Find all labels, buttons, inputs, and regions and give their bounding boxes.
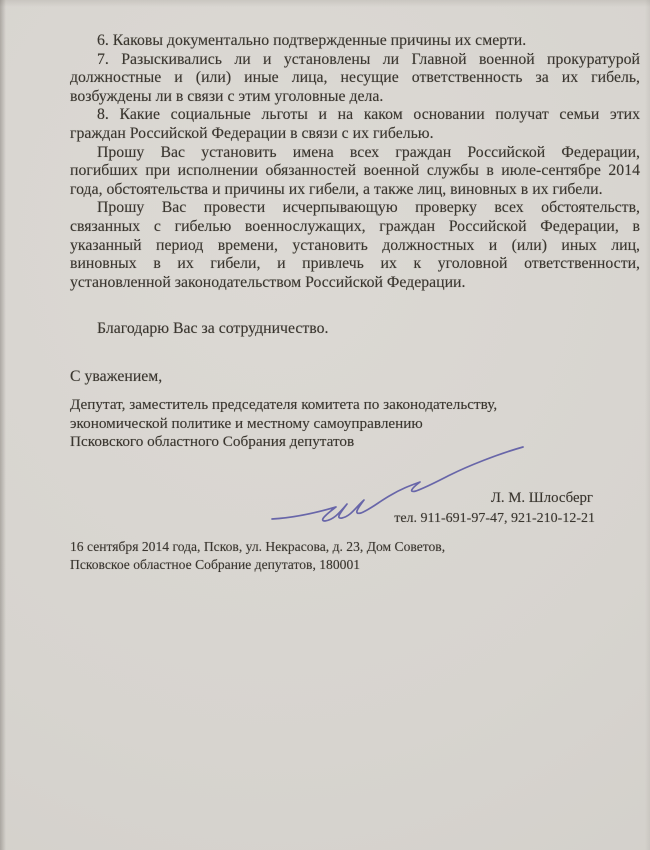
body-line: виновных в их гибели, и привлечь их к уголовной ответственности, (70, 255, 640, 273)
body-line: должностные и (или) иные лица, несущие ответственность за их гибель, (70, 69, 640, 87)
body-line: 6. Каковы документально подтвержденные причины их смерти. (97, 32, 527, 49)
footer-line: Псковское областное Собрание депутатов, 180001 (70, 556, 361, 572)
signer-title-line: экономической политике и местному самоуправлению (70, 414, 423, 432)
body-line: указанный период времени, установить должностных и (или) иных лиц, (70, 236, 640, 254)
body-line: связанных с гибелью военнослужащих, граждан Российской Федерации, в (70, 217, 640, 235)
body-line: установленной законодательством Российской Федерации. (70, 273, 466, 291)
signer-name: Л. М. Шлосберг (490, 490, 593, 506)
footer-address-block (70, 538, 630, 573)
body-line: возбуждены ли в связи с этим уголовные дела. (70, 87, 384, 105)
body-line: Прошу Вас провести исчерпывающую проверку всех обстоятельств, (97, 199, 640, 217)
body-line: Прошу Вас установить имена всех граждан Российской Федерации, (97, 143, 640, 161)
body-line: погибших при исполнении обязанностей военной службы в июле-сентябре 2014 (70, 162, 640, 180)
salutation-line: С уважением, (70, 368, 163, 385)
body-line: граждан Российской Федерации в связи с их гибелью. (70, 124, 434, 142)
signer-phone: тел. 911-691-97-47, 921-210-12-21 (394, 511, 595, 526)
body-line: 7. Разыскивались ли и установлены ли Главной военной прокуратурой (97, 50, 640, 68)
signer-title-line: Депутат, заместитель председателя комитета по законодательству, (70, 396, 498, 413)
footer-line: 16 сентября 2014 года, Псков, ул. Некрасова, д. 23, Дом Советов, (70, 539, 446, 554)
body-line: года, обстоятельства и причины их гибели, а также лиц, виновных в их гибели. (70, 180, 603, 198)
letter-body (70, 32, 640, 292)
body-line: 8. Какие социальные льготы и на каком основании получат семьи этих (97, 106, 640, 124)
thanks-line: Благодарю Вас за сотрудничество. (97, 320, 329, 337)
signer-title-line: Псковского областного Собрания депутатов (70, 433, 355, 451)
